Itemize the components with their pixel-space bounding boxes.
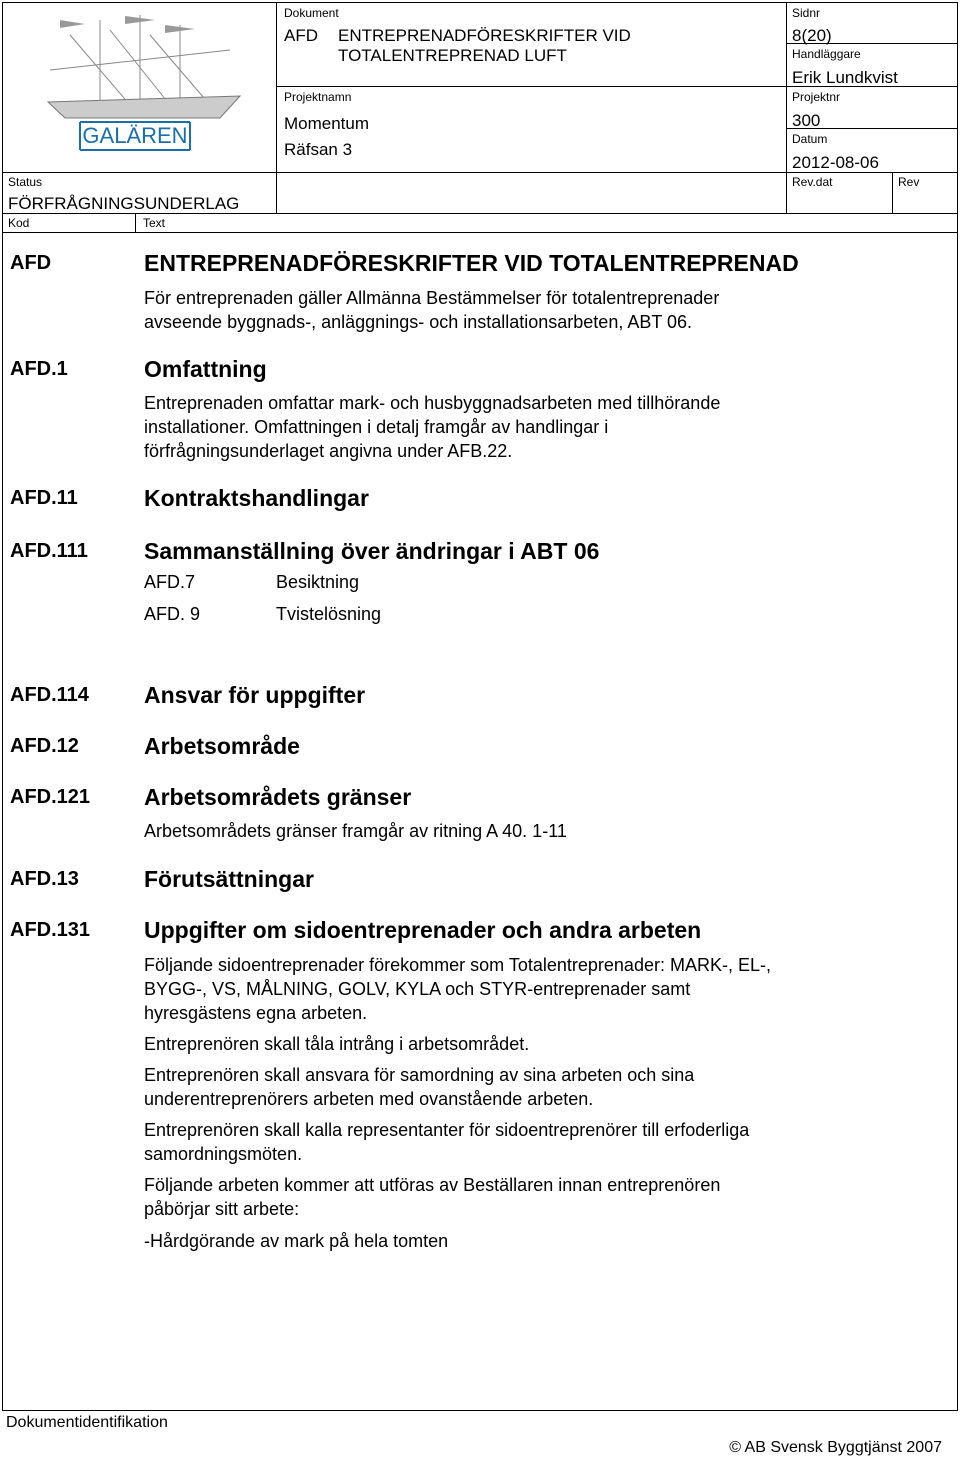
afd131-paragraph-5: Följande arbeten kommer att utföras av Beställaren innan entreprenören påbörjar sitt arbete:: [144, 1175, 721, 1219]
afd13-title: Förutsättningar: [144, 866, 314, 892]
logo-lettering: GALÄREN: [82, 123, 188, 148]
dokument-label: Dokument: [284, 6, 339, 20]
afd131-paragraph-3: Entreprenören skall ansvara för samordning av sina arbeten och sina underentreprenörers arbeten med ovanstående arbeten.: [144, 1065, 695, 1109]
afd12-title: Arbetsområde: [144, 733, 300, 759]
afd13-code: AFD.13: [10, 868, 79, 890]
handlaggare-label: Handläggare: [792, 47, 861, 61]
afd-text: För entreprenaden gäller Allmänna Bestämmelser för totalentreprenader avseende byggnads-, anläggnings- och installationsarbeten, ABT 06.: [144, 288, 720, 332]
afd121-title: Arbetsområdets gränser: [144, 784, 412, 810]
afd131-paragraph-6: -Hårdgörande av mark på hela tomten: [144, 1231, 449, 1251]
projektnr-value: 300: [792, 111, 821, 130]
afd12-code: AFD.12: [10, 735, 79, 757]
column-divider: [135, 213, 136, 232]
column-header-line: [2, 232, 957, 233]
afd131-paragraph-2: Entreprenören skall tåla intrång i arbetsområdet.: [144, 1034, 530, 1054]
footer-top-border: [2, 1410, 958, 1411]
copyright-text: © AB Svensk Byggtjänst 2007: [729, 1439, 942, 1456]
sidnr-label: Sidnr: [792, 6, 821, 20]
afd11-title: Kontraktshandlingar: [144, 485, 369, 511]
afd121-code: AFD.121: [10, 786, 91, 808]
ship-logo-icon: [40, 10, 250, 160]
afd1-title: Omfattning: [144, 356, 267, 382]
page-right-border: [957, 2, 958, 1410]
header-divider-right: [786, 2, 787, 213]
dokument-code: AFD: [284, 26, 318, 45]
header-top-border: [2, 2, 958, 3]
afd131-title: Uppgifter om sidoentreprenader och andra arbeten: [144, 917, 702, 943]
afd131-code: AFD.131: [10, 919, 91, 941]
afd131-paragraph-1: Följande sidoentreprenader förekommer som Totalentreprenader: MARK-, EL-, BYGG-, VS, MÅLNING, GOLV, KYLA och STYR-entreprenader samt hyresgästens egna arbeten.: [144, 955, 771, 1023]
text-label: Text: [143, 216, 166, 230]
handlaggare-value: Erik Lundkvist: [792, 68, 898, 87]
afd-title: ENTREPRENADFÖRESKRIFTER VID TOTALENTREPRENAD: [144, 250, 799, 276]
afd114-title: Ansvar för uppgifter: [144, 682, 366, 708]
projektnamn-label: Projektnamn: [284, 90, 352, 104]
rev-label: Rev: [898, 175, 920, 189]
projektnr-label: Projektnr: [792, 90, 841, 104]
afd-code: AFD: [10, 252, 52, 274]
doc-id-label: Dokumentidentifikation: [6, 1414, 168, 1431]
sidnr-value: 8(20): [792, 26, 832, 45]
afd111-row-2-label: Tvistelösning: [276, 604, 382, 624]
dokument-title: ENTREPRENADFÖRESKRIFTER VID TOTALENTREPRENAD LUFT: [338, 26, 631, 65]
afd131-paragraph-4: Entreprenören skall kalla representanter för sidoentreprenörer till erfoderliga samordningsmöten.: [144, 1120, 750, 1164]
afd1-text: Entreprenaden omfattar mark- och husbyggnadsarbeten med tillhörande installationer. Omfattningen i detalj framgår av handlingar i förfrågningsunderlaget angivna under AFB.22.: [144, 393, 721, 461]
afd114-code: AFD.114: [10, 684, 89, 706]
datum-value: 2012-08-06: [792, 153, 879, 172]
header-divider-left: [276, 2, 277, 213]
galaren-logo: [40, 10, 250, 160]
afd111-title: Sammanställning över ändringar i ABT 06: [144, 538, 600, 564]
afd11-code: AFD.11: [10, 487, 78, 509]
afd121-text: Arbetsområdets gränser framgår av ritning A 40. 1-11: [144, 821, 567, 841]
projektnamn-value: Momentum Räfsan 3: [284, 114, 370, 159]
status-value: FÖRFRÅGNINGSUNDERLAG: [8, 194, 240, 213]
datum-label: Datum: [792, 132, 828, 146]
kod-label: Kod: [8, 216, 30, 230]
afd111-code: AFD.111: [10, 540, 88, 562]
afd1-code: AFD.1: [10, 358, 68, 380]
header-divider-rev: [892, 172, 893, 213]
afd111-row-1-ref: AFD.7: [144, 572, 196, 592]
revdat-label: Rev.dat: [792, 175, 833, 189]
status-label: Status: [8, 175, 43, 189]
afd111-row-2-ref: AFD. 9: [144, 604, 201, 624]
afd111-row-1-label: Besiktning: [276, 572, 360, 592]
